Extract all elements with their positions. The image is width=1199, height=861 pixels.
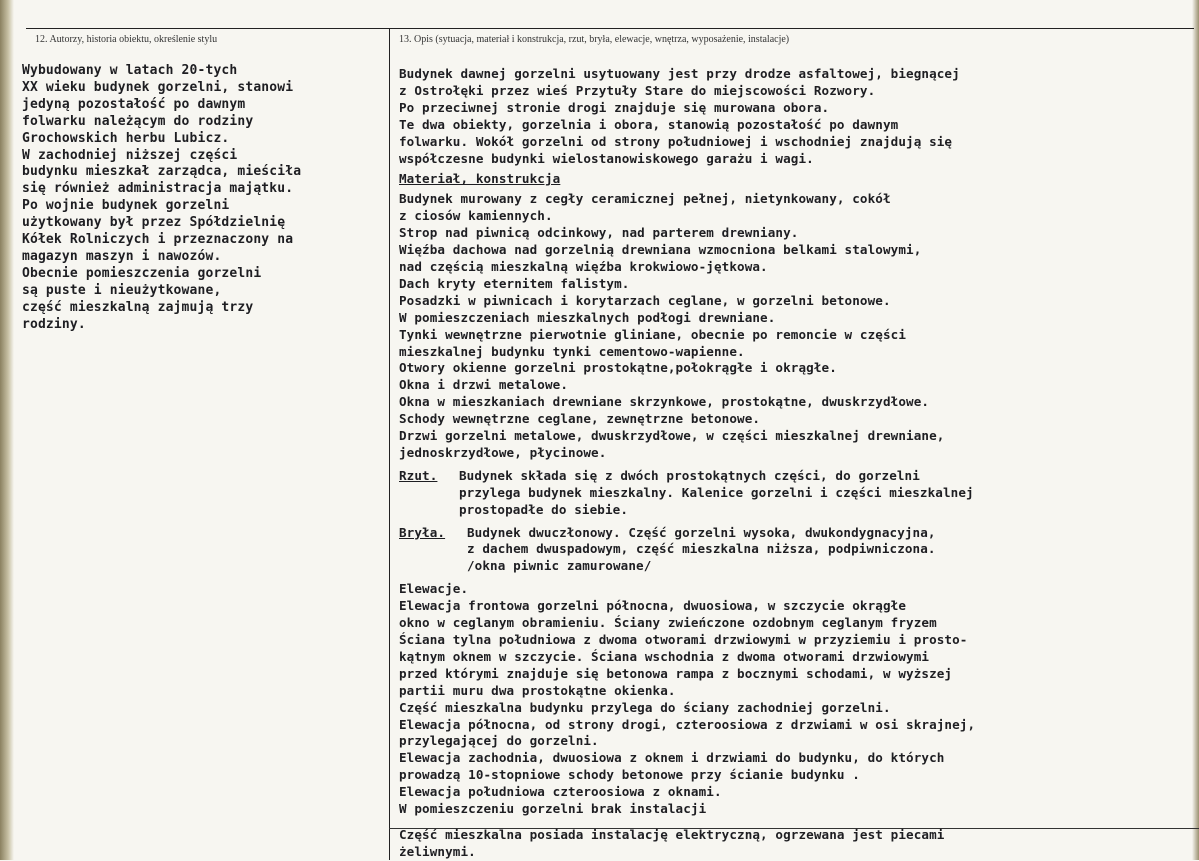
text-line: Budynek składa się z dwóch prostokątnych części, do gorzelni [459, 467, 920, 483]
text-line: Strop nad piwnicą odcinkowy, nad parterem drewniany. [399, 225, 799, 241]
bryla-section [399, 525, 1189, 576]
text-line: magazyn maszyn i nawozów. [22, 248, 222, 264]
text-line: Po przeciwnej stronie drogi znajduje się murowana obora. [399, 99, 830, 115]
text-line: się również administracja majątku. [22, 181, 294, 197]
text-line: Grochowskich herbu Lubicz. [22, 130, 230, 146]
rzut-paragraph [459, 468, 1189, 519]
text-line: W pomieszczeniu gorzelni brak instalacji [399, 801, 707, 817]
bryla-paragraph [467, 525, 1189, 576]
text-line: Posadzki w piwnicach i korytarzach ceglane, w gorzelni betonowe. [399, 292, 891, 308]
material-heading: Materiał, konstrukcja [399, 171, 561, 187]
text-line: Tynki wewnętrzne pierwotnie gliniane, obecnie po remoncie w części [399, 326, 907, 342]
text-line: folwarku. Wokół gorzelni od strony południowej i wschodniej znajdują się [399, 133, 953, 149]
form-rule-column-separator [389, 28, 390, 860]
text-line: okno w ceglanym obramieniu. Ściany zwieńczone ozdobnym ceglanym fryzem [399, 615, 937, 631]
text-line: rodziny. [22, 316, 86, 332]
text-line: Schody wewnętrzne ceglane, zewnętrzne betonowe. [399, 411, 761, 427]
text-line: W zachodniej niższej części [22, 147, 238, 163]
text-line: z ciosów kamiennych. [399, 208, 553, 224]
installations-paragraph [399, 827, 1189, 861]
material-paragraph [399, 191, 1189, 462]
text-line: współczesne budynki wielostanowiskowego garażu i wagi. [399, 150, 814, 166]
text-line: z dachem dwuspadowym, część mieszkalna niższa, podpiwniczona. [467, 541, 936, 557]
text-line: Elewacje. [399, 581, 469, 597]
scan-edge-right [1192, 0, 1199, 860]
text-line: /okna piwnic zamurowane/ [467, 558, 652, 574]
text-line: Okna w mieszkaniach drewniane skrzynkowe, prostokątne, dwuskrzydłowe. [399, 394, 930, 410]
text-line: XX wieku budynek gorzelni, stanowi [22, 79, 294, 95]
text-line: część mieszkalną zajmują trzy [22, 299, 254, 315]
text-line: Budynek murowany z cegły ceramicznej pełnej, nietynkowany, cokół [399, 191, 891, 207]
text-line: Część mieszkalna budynku przylega do ściany zachodniej gorzelni. [399, 699, 891, 715]
text-line: kątnym oknem w szczycie. Ściana wschodnia z dwoma otworami drzwiowymi [399, 648, 930, 664]
text-line: W pomieszczeniach mieszkalnych podłogi drewniane. [399, 309, 776, 325]
bryla-label: Bryła. [399, 524, 446, 540]
text-line: Elewacja południowa czteroosiowa z oknami. [399, 784, 722, 800]
text-line: nad częścią mieszkalną więźba krokwiowo-jętkowa. [399, 258, 768, 274]
text-line: żeliwnymi. [399, 843, 476, 859]
situation-paragraph [399, 66, 1189, 167]
field-header-authors-history: 12. Autorzy, historia obiektu, określenie stylu [35, 34, 218, 45]
text-line: mieszkalnej budynku tynki cementowo-wapienne. [399, 343, 745, 359]
text-line: Wybudowany w latach 20-tych [22, 63, 238, 78]
authors-history-text [22, 63, 382, 334]
text-line: Więźba dachowa nad gorzelnią drewniana wzmocniona belkami stalowymi, [399, 242, 922, 258]
text-line: Ściana tylna południowa z dwoma otworami drzwiowymi w przyziemiu i prosto- [399, 632, 968, 647]
text-line: Budynek dawnej gorzelni usytuowany jest przy drodze asfaltowej, biegnącej [399, 66, 960, 81]
text-line: z Ostrołęki przez wieś Przytuły Stare do miejscowości Rozwory. [399, 82, 876, 98]
text-line: budynku mieszkał zarządca, mieściła [22, 164, 302, 180]
text-line: Drzwi gorzelni metalowe, dwuskrzydłowe, w części mieszkalnej drewniane, [399, 428, 945, 444]
text-line: Część mieszkalna posiada instalację elektryczną, ogrzewana jest piecami [399, 826, 945, 842]
field-header-description: 13. Opis (sytuacja, materiał i konstrukcja, rzut, bryła, elewacje, wnętrza, wyposażenie, instalacje) [399, 34, 790, 45]
text-line: Elewacja zachodnia, dwuosiowa z oknem i drzwiami do budynku, do których [399, 750, 945, 766]
text-line: przylegającej do gorzelni. [399, 733, 599, 749]
text-line: Elewacja frontowa gorzelni północna, dwuosiowa, w szczycie okrągłe [399, 598, 907, 614]
text-line: Okna i drzwi metalowe. [399, 377, 569, 393]
text-line: Te dwa obiekty, gorzelnia i obora, stanowią pozostałość po dawnym [399, 116, 899, 132]
text-line: partii muru dwa prostokątne okienka. [399, 682, 676, 698]
text-line: prostopadłe do siebie. [459, 501, 629, 517]
text-line: folwarku należącym do rodziny [22, 113, 254, 129]
text-line: Po wojnie budynek gorzelni [22, 198, 230, 214]
text-line: jednoskrzydłowe, płycinowe. [399, 444, 607, 460]
text-line: Kółek Rolniczych i przeznaczony na [22, 232, 294, 248]
scan-edge-left [0, 0, 14, 860]
form-rule-top [26, 28, 1194, 29]
rzut-label: Rzut. [399, 467, 438, 483]
elevations-paragraph [399, 581, 1189, 818]
text-line: jedyną pozostałość po dawnym [22, 96, 246, 112]
rzut-section [399, 468, 1189, 519]
text-line: Otwory okienne gorzelni prostokątne,połokrągłe i okrągłe. [399, 360, 837, 376]
text-line: prowadzą 10-stopniowe schody betonowe przy ścianie budynku . [399, 767, 860, 783]
text-line: Elewacja północna, od strony drogi, czteroosiowa z drzwiami w osi skrajnej, [399, 716, 976, 732]
text-line: użytkowany był przez Spółdzielnię [22, 215, 286, 231]
description-text [399, 66, 1189, 861]
text-line: są puste i nieużytkowane, [22, 282, 222, 298]
text-line: przed którymi znajduje się betonowa rampa z bocznymi schodami, w wyższej [399, 665, 953, 681]
text-line: Obecnie pomieszczenia gorzelni [22, 265, 262, 281]
text-line: przylega budynek mieszkalny. Kalenice gorzelni i części mieszkalnej [459, 484, 974, 500]
text-line: Dach kryty eternitem falistym. [399, 275, 630, 291]
text-line: Budynek dwuczłonowy. Część gorzelni wysoka, dwukondygnacyjna, [467, 524, 936, 540]
